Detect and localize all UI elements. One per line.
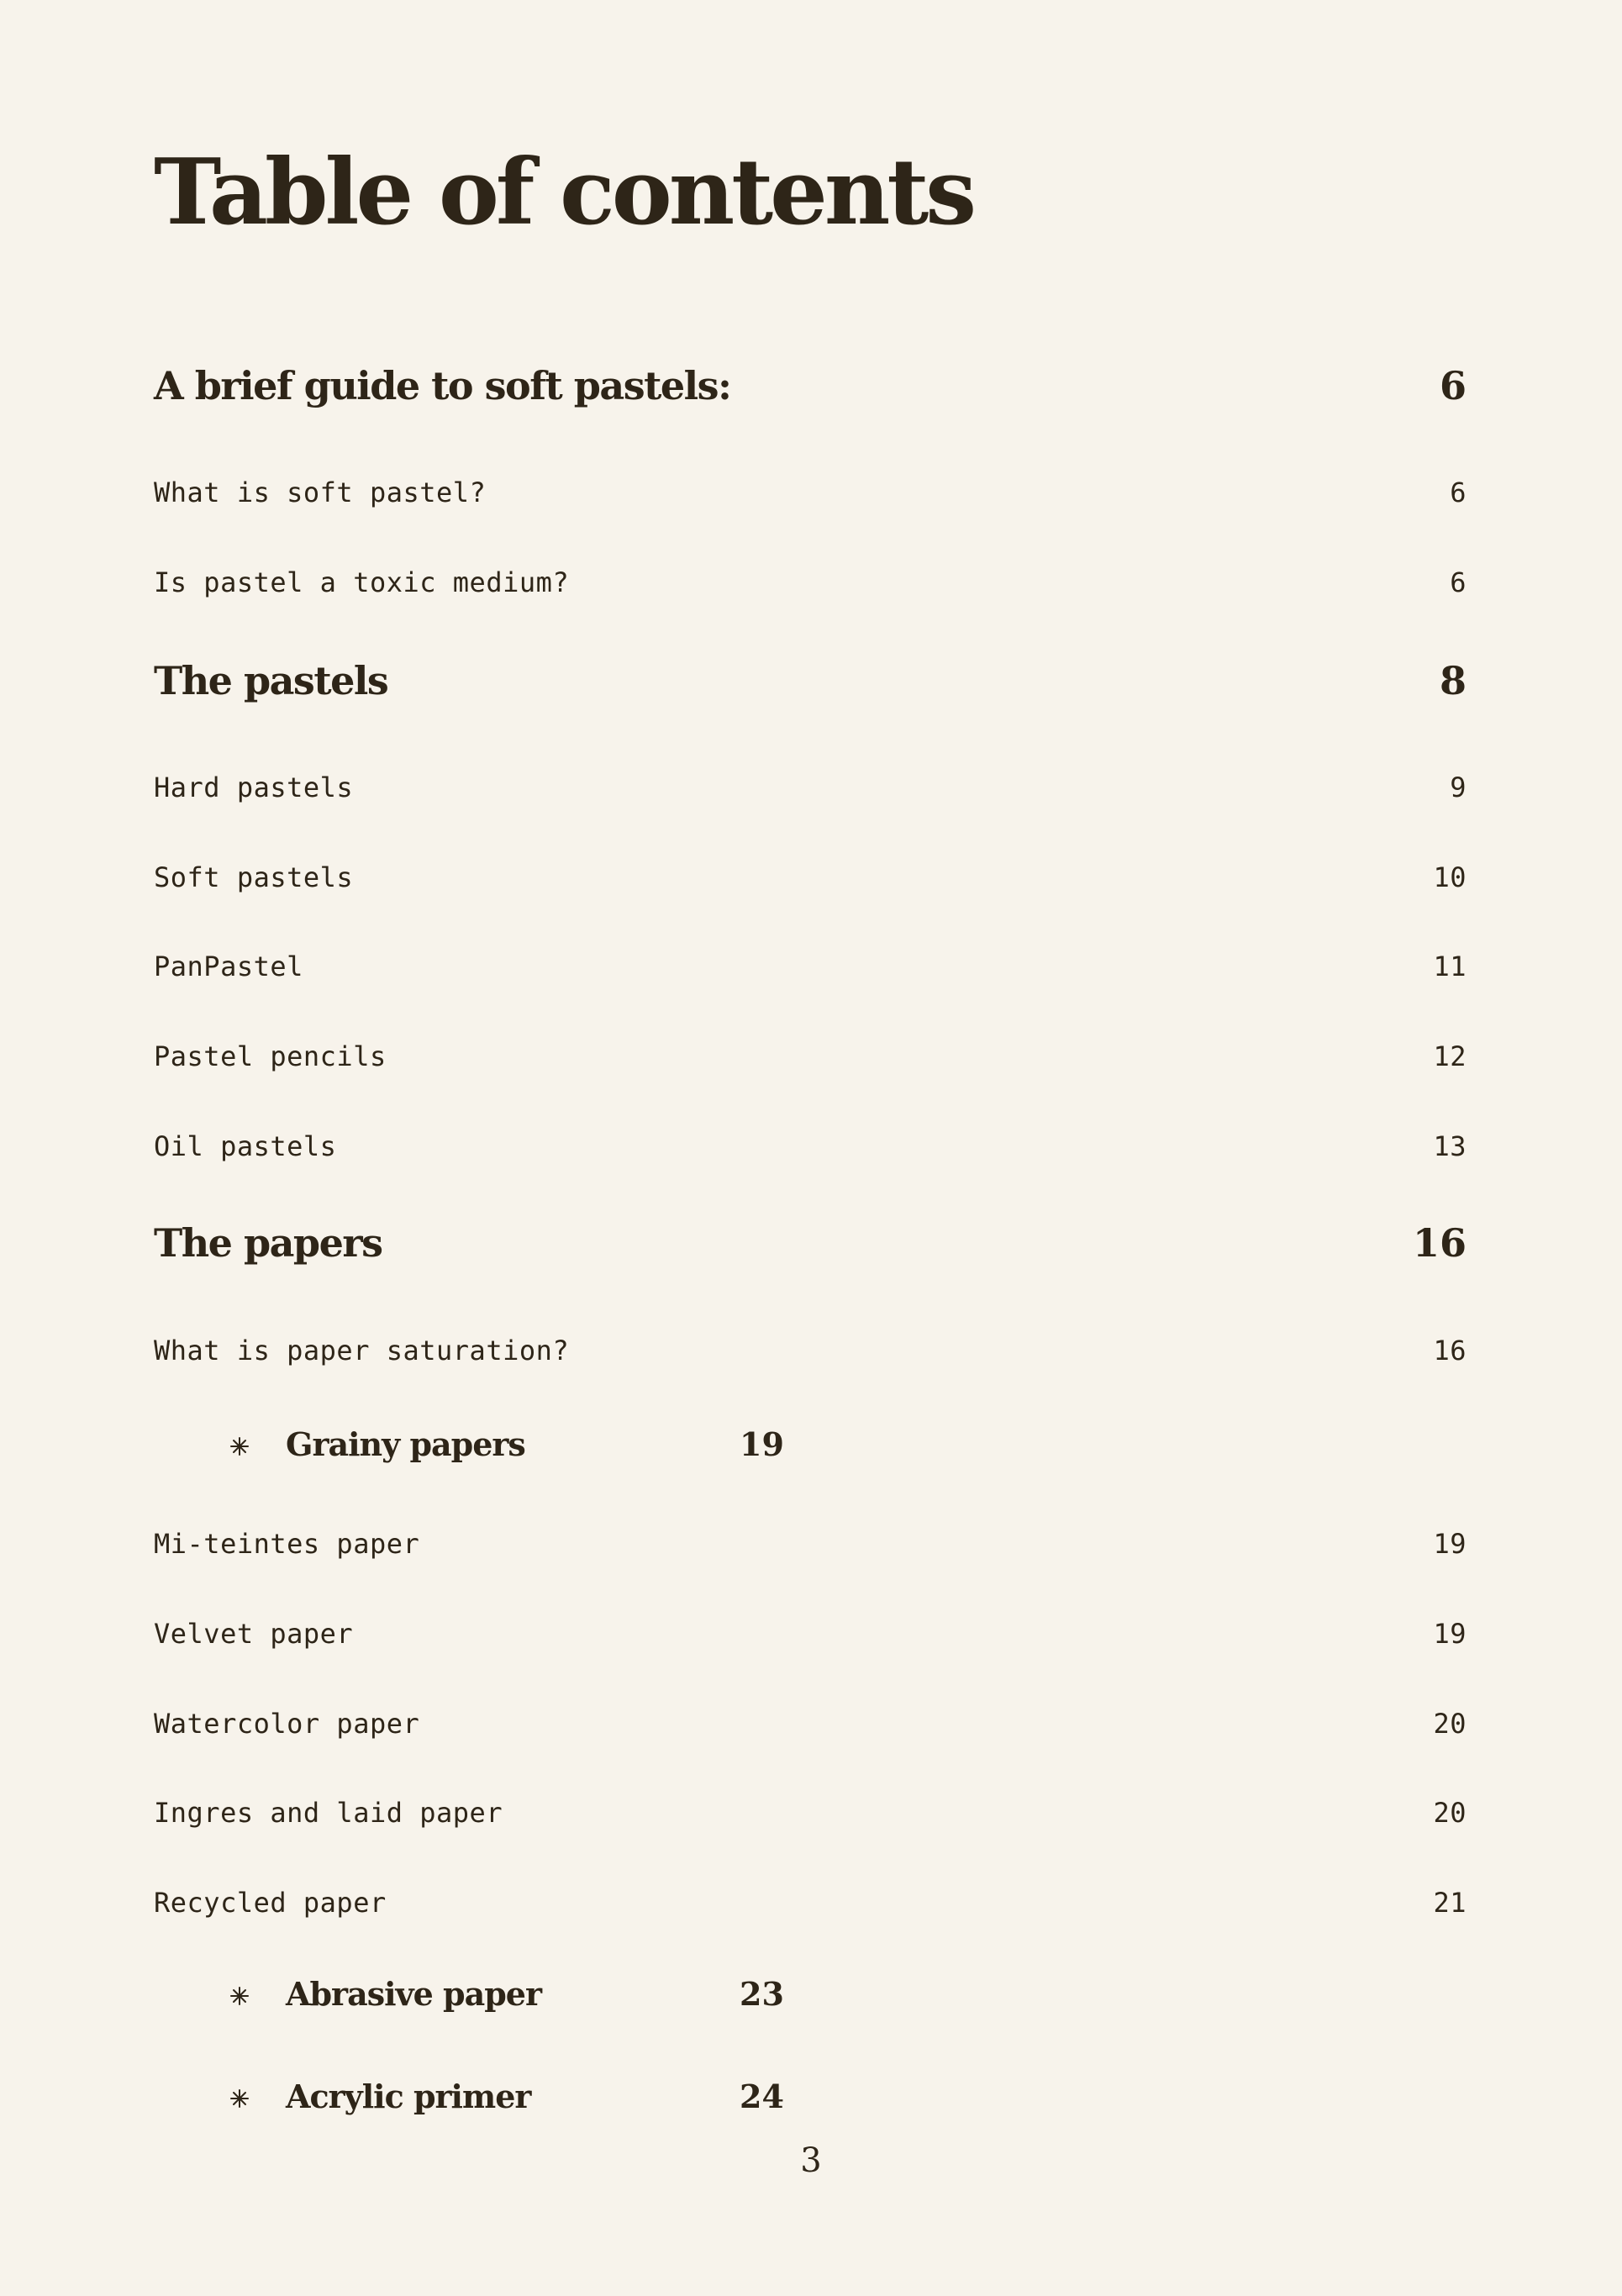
toc-subsection-label: Abrasive paper	[286, 1975, 541, 2013]
toc-item[interactable]	[154, 951, 1467, 982]
toc-section-page: 8	[1439, 658, 1467, 703]
toc-item-page: 9	[1450, 771, 1467, 803]
toc-item[interactable]	[154, 771, 1467, 803]
toc-item-label: Pastel pencils	[154, 1040, 387, 1072]
toc-item-label: Mi-teintes paper	[154, 1528, 420, 1560]
toc-item-page: 19	[1433, 1618, 1467, 1650]
toc-item-label: Velvet paper	[154, 1618, 354, 1650]
toc-item-label: What is paper saturation?	[154, 1335, 570, 1367]
asterisk-bullet-icon	[229, 1986, 250, 2006]
toc-subsection-label: Grainy papers	[286, 1425, 525, 1463]
toc-item[interactable]	[154, 861, 1467, 893]
page-number: 3	[800, 2141, 822, 2180]
toc-item[interactable]	[154, 566, 1467, 598]
toc-item-page: 12	[1433, 1040, 1467, 1072]
toc-item-page: 6	[1450, 477, 1467, 508]
toc-item-label: Watercolor paper	[154, 1708, 420, 1740]
toc-section-label: A brief guide to soft pastels:	[154, 363, 731, 408]
toc-item[interactable]	[154, 477, 1467, 508]
toc-item[interactable]	[154, 1335, 1467, 1367]
asterisk-bullet-icon	[229, 2088, 250, 2109]
toc-item-label: Recycled paper	[154, 1887, 387, 1919]
toc-item[interactable]	[154, 1708, 1467, 1740]
toc-subsection-label: Acrylic primer	[286, 2077, 531, 2115]
toc-section-label: The pastels	[154, 658, 388, 703]
toc-section-page: 16	[1412, 1220, 1467, 1266]
toc-item[interactable]	[154, 1528, 1467, 1560]
toc-section-page: 6	[1439, 363, 1467, 408]
toc-item[interactable]	[154, 1040, 1467, 1072]
page-title: Table of contents	[154, 140, 974, 245]
toc-subsection-page: 23	[740, 1975, 784, 2013]
toc-item[interactable]	[154, 1130, 1467, 1162]
toc-item[interactable]	[154, 1797, 1467, 1829]
toc-item-label: What is soft pastel?	[154, 477, 487, 508]
toc-item-page: 13	[1433, 1130, 1467, 1162]
toc-item-label: Is pastel a toxic medium?	[154, 566, 570, 598]
toc-item-page: 19	[1433, 1528, 1467, 1560]
toc-item-label: Soft pastels	[154, 861, 354, 893]
toc-item-label: Oil pastels	[154, 1130, 337, 1162]
toc-item-page: 21	[1433, 1887, 1467, 1919]
toc-subsection-page: 24	[740, 2077, 784, 2115]
toc-item-page: 20	[1433, 1797, 1467, 1829]
toc-item[interactable]	[154, 1618, 1467, 1650]
toc-item-page: 16	[1433, 1335, 1467, 1367]
toc-item-label: Hard pastels	[154, 771, 354, 803]
toc-section-label: The papers	[154, 1220, 382, 1266]
toc-section[interactable]	[154, 658, 1467, 703]
toc-section[interactable]	[154, 1220, 1467, 1266]
toc-item-page: 6	[1450, 566, 1467, 598]
toc-item-page: 11	[1433, 951, 1467, 982]
toc-item-label: Ingres and laid paper	[154, 1797, 503, 1829]
toc-item[interactable]	[154, 1887, 1467, 1919]
toc-item-page: 10	[1433, 861, 1467, 893]
asterisk-bullet-icon	[229, 1436, 250, 1456]
toc-subsection-page: 19	[740, 1425, 784, 1463]
toc-item-label: PanPastel	[154, 951, 303, 982]
toc-section[interactable]	[154, 363, 1467, 408]
toc-item-page: 20	[1433, 1708, 1467, 1740]
